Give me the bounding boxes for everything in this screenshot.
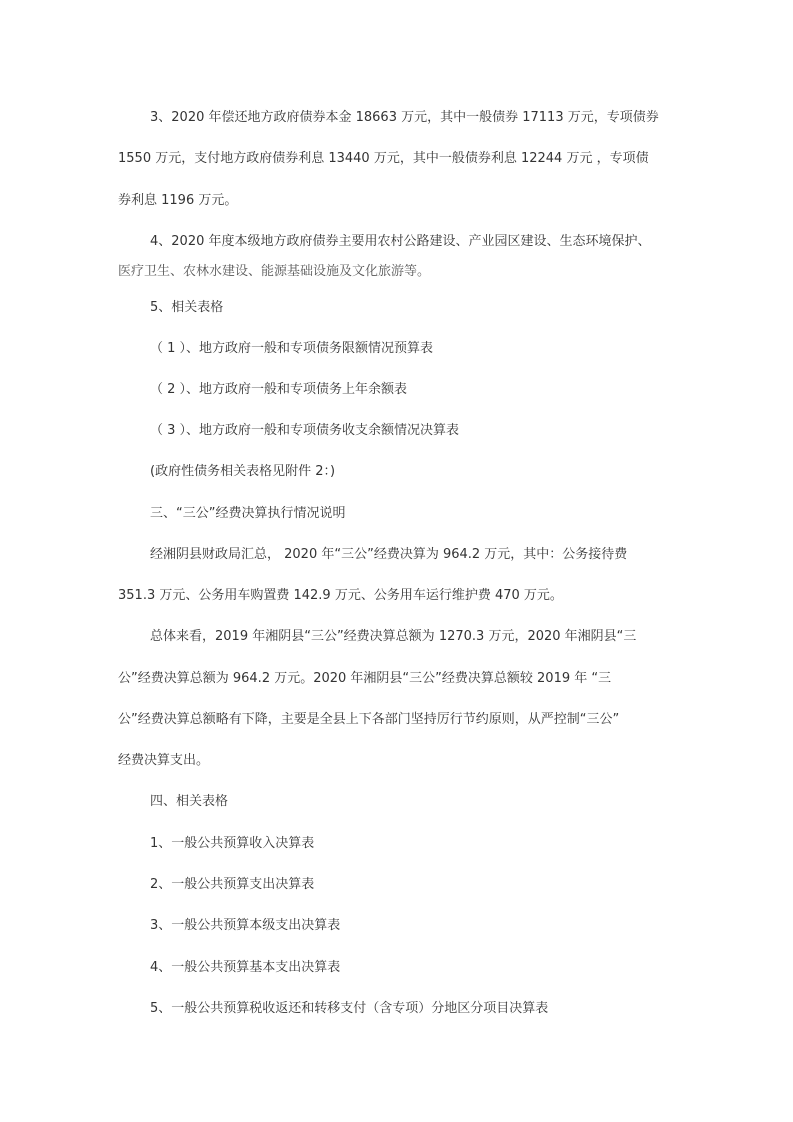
paragraph-line: 3、2020 年偿还地方政府债券本金 18663 万元，其中一般债券 17113 万元，专项债券: [150, 110, 659, 125]
section-heading: 5、相关表格: [150, 300, 224, 315]
list-item: （ 2 ）、地方政府一般和专项债务上年余额表: [150, 382, 408, 397]
section-heading: 四、相关表格: [150, 794, 229, 809]
attachment-note: (政府性债务相关表格见附件 2：): [150, 464, 336, 479]
paragraph-line: 351.3 万元、公务用车购置费 142.9 万元、公务用车运行维护费 470 万元。: [118, 588, 563, 603]
paragraph-line: 总体来看，2019 年湘阴县“三公”经费决算总额为 1270.3 万元，2020 年湘阴县“三: [150, 629, 637, 644]
paragraph-line: 经费决算支出。: [118, 753, 210, 768]
list-item: 1、一般公共预算收入决算表: [150, 836, 315, 851]
list-item: （ 3 ）、地方政府一般和专项债务收支余额情况决算表: [150, 423, 460, 438]
section-heading: 三、“三公”经费决算执行情况说明: [150, 506, 346, 521]
paragraph-line: 经湘阴县财政局汇总， 2020 年“三公”经费决算为 964.2 万元，其中：公务接待费: [150, 547, 628, 562]
paragraph-line: 公”经费决算总额略有下降，主要是全县上下各部门坚持厉行节约原则，从严控制“三公”: [118, 712, 620, 727]
list-item: 3、一般公共预算本级支出决算表: [150, 918, 341, 933]
paragraph-line: 公”经费决算总额为 964.2 万元。2020 年湘阴县“三公”经费决算总额较 2019 年 “三: [118, 671, 612, 686]
list-item: 4、一般公共预算基本支出决算表: [150, 960, 341, 975]
list-item: 5、一般公共预算税收返还和转移支付（含专项）分地区分项目决算表: [150, 1001, 549, 1016]
paragraph-line: 1550 万元，支付地方政府债券利息 13440 万元，其中一般债券利息 12244 万元 ，专项债: [118, 151, 649, 166]
list-item: 2、一般公共预算支出决算表: [150, 877, 315, 892]
paragraph-line: 券利息 1196 万元。: [118, 193, 238, 208]
paragraph-line: 医疗卫生、农林水建设、能源基础设施及文化旅游等。: [118, 264, 431, 279]
paragraph-line: 4、2020 年度本级地方政府债券主要用农村公路建设、产业园区建设、生态环境保护、: [150, 234, 651, 249]
list-item: （ 1 ）、地方政府一般和专项债务限额情况预算表: [150, 341, 434, 356]
